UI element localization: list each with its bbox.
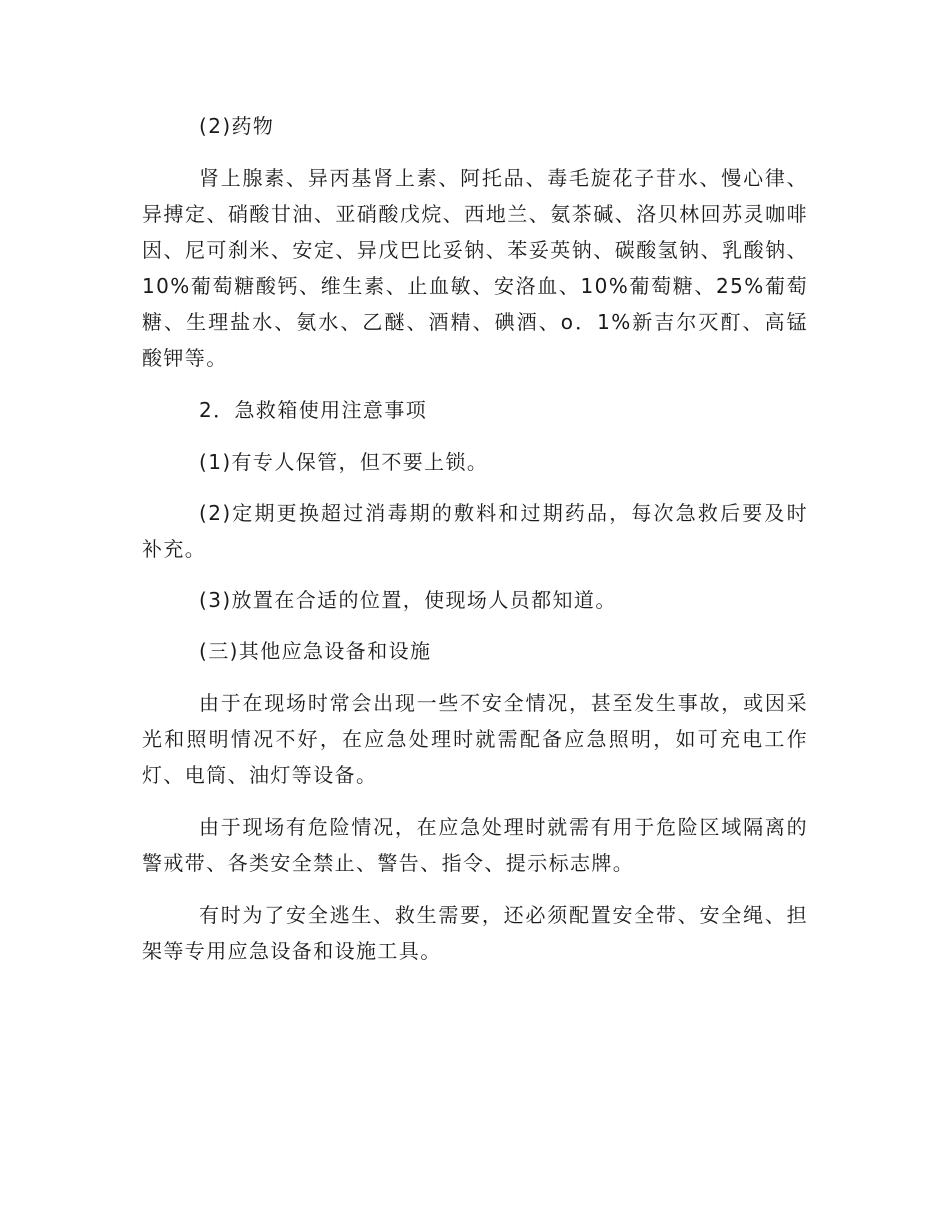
subheading-medicines: (2)药物	[199, 114, 275, 138]
section-heading-other-equipment: (三)其他应急设备和设施	[199, 639, 432, 663]
document-body	[142, 108, 808, 985]
list-item-note-3: (3)放置在合适的位置，使现场人员都知道。	[199, 588, 617, 612]
list-item-note-2: (2)定期更换超过消毒期的敷料和过期药品，每次急救后要及时补充。	[142, 501, 808, 561]
list-item-note-1: (1)有专人保管，但不要上锁。	[199, 450, 489, 474]
paragraph-escape-equipment: 有时为了安全逃生、救生需要，还必须配置安全带、安全绳、担架等专用应急设备和设施工具。	[142, 903, 808, 963]
paragraph-medicine-list: 肾上腺素、异丙基肾上素、阿托品、毒毛旋花子苷水、慢心律、异搏定、硝酸甘油、亚硝酸戊烷、西地兰、氨茶碱、洛贝林回苏灵咖啡因、尼可刹米、安定、异戊巴比妥钠、苯妥英钠、碳酸氢钠、乳酸钠、10%葡萄糖酸钙、维生素、止血敏、安洛血、10%葡萄糖、25%葡萄糖、生理盐水、氨水、乙醚、酒精、碘酒、o．1%新吉尔灭酊、高锰酸钾等。	[142, 166, 808, 370]
paragraph-warning-signs: 由于现场有危险情况，在应急处理时就需有用于危险区域隔离的警戒带、各类安全禁止、警告、指令、提示标志牌。	[142, 815, 808, 875]
paragraph-emergency-lighting: 由于在现场时常会出现一些不安全情况，甚至发生事故，或因采光和照明情况不好，在应急处理时就需配备应急照明，如可充电工作灯、电筒、油灯等设备。	[142, 691, 808, 787]
section-heading-first-aid-kit-notes: 2．急救箱使用注意事项	[199, 398, 428, 422]
